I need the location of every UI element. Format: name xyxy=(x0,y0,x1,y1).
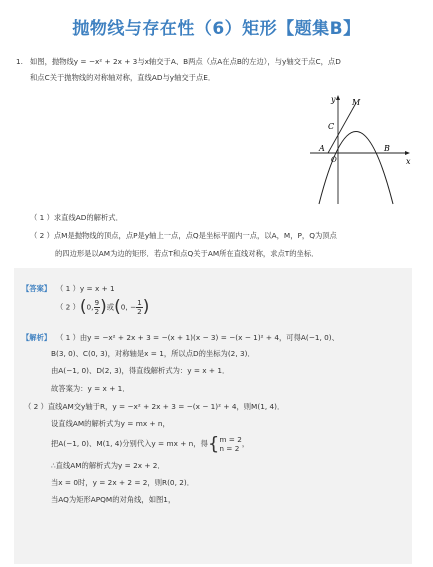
origin-label: O xyxy=(331,156,337,164)
parabola-graph xyxy=(304,92,414,212)
y-axis-label: y xyxy=(331,95,336,104)
page-title: 抛物线与存在性（6）矩形【题集B】 xyxy=(72,19,361,39)
analysis-line-1: （ 1 ）由y = −x² + 2x + 3 = −(x + 1)(x − 3) = −(x − 1)² + 4，可得A(−1, 0)、 xyxy=(56,333,339,342)
analysis-line-9: 当x = 0时，y = 2x + 2 = 2，则R(0, 2)． xyxy=(51,478,195,487)
problem-line-1: 如图，抛物线y = −x² + 2x + 3与x轴交于A、B两点（点A在点B的左边），与y轴交于点C，点D xyxy=(30,57,341,66)
x-axis-arrow xyxy=(405,151,410,155)
point-c-label: C xyxy=(328,122,335,131)
answer-2: （ 2 ）(0, $\frac{9}{2}$ )或(0, − $\frac{1}{2}$ ) xyxy=(56,297,150,317)
question-1: （ 1 ）求直线AD的解析式． xyxy=(30,213,123,222)
analysis-line-7: 把A(−1, 0)、M(1, 4)分别代入y = mx + n，得{ m = 2 n = 2 ， xyxy=(51,433,250,455)
point-m-label: M xyxy=(352,98,361,107)
analysis-tag: 【解析】 xyxy=(22,333,52,342)
analysis-line-3: 由A(−1, 0)、D(2, 3)，得直线解析式为：y = x + 1． xyxy=(51,366,230,375)
problem-line-2: 和点C关于抛物线的对称轴对称，直线AD与y轴交于点E． xyxy=(30,73,216,82)
answer-1: （ 1 ）y = x + 1 xyxy=(56,284,115,293)
analysis-line-6: 设直线AM的解析式为y = mx + n， xyxy=(51,419,170,428)
point-b-label: B xyxy=(384,144,390,153)
y-axis-arrow xyxy=(336,95,340,100)
problem-number: 1. xyxy=(16,57,23,66)
question-2-line-1: （ 2 ）点M是抛物线的顶点，点P是y轴上一点，点Q是坐标平面内一点，以A，M，P，Q为顶点 xyxy=(30,231,337,240)
parabola-curve xyxy=(319,132,393,205)
analysis-line-2: B(3, 0)、C(0, 3)，对称轴是x = 1，所以点D的坐标为(2, 3)． xyxy=(51,349,255,358)
answer-tag: 【答案】 xyxy=(22,284,52,293)
analysis-line-8: ∴直线AM的解析式为y = 2x + 2． xyxy=(51,461,165,470)
point-a-label: A xyxy=(319,144,325,153)
analysis-line-5: （ 2 ）直线AM交y轴于R，y = −x² + 2x + 3 = −(x − 1)² + 4，则M(1, 4)． xyxy=(24,402,285,411)
question-2-line-2: 的四边形是以AM为边的矩形．若点T和点Q关于AM所在直线对称，求点T的坐标． xyxy=(55,249,319,258)
x-axis-label: x xyxy=(406,157,411,166)
analysis-line-4: 故答案为：y = x + 1． xyxy=(51,384,130,393)
analysis-line-10: 当AQ为矩形APQM的对角线，如图1， xyxy=(51,495,176,504)
